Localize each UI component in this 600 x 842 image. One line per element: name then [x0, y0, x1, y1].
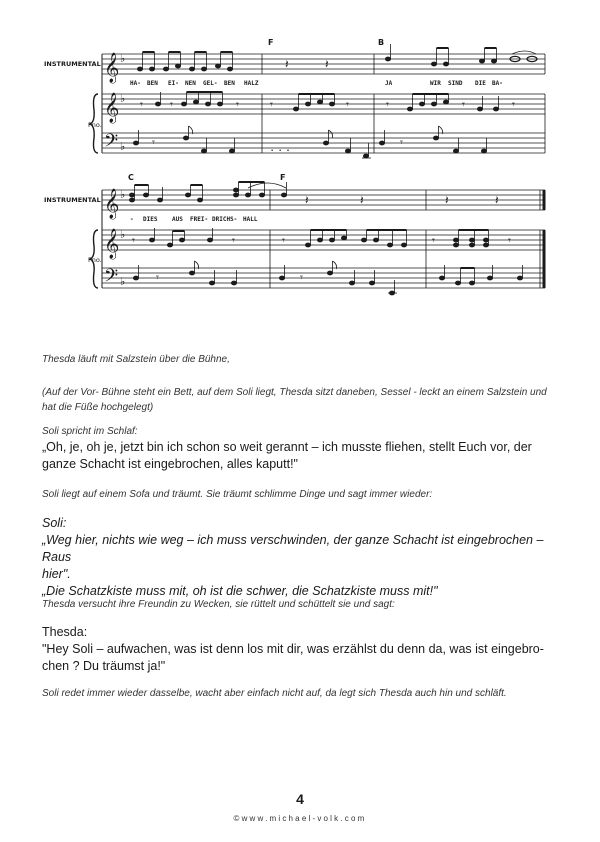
instrument-label-2: INSTRUMENTAL	[44, 196, 101, 204]
lyric-syllable: DIE	[475, 80, 486, 87]
lyric-syllable: AUS	[172, 216, 183, 223]
svg-text:𝄽: 𝄽	[495, 193, 499, 207]
text-line: „Weg hier, nichts wie weg – ich muss verschwinden, der ganze Schacht ist eingebrochen –Raus	[42, 533, 544, 564]
bass-clef-icon: 𝄢	[104, 266, 119, 291]
svg-text:𝄾: 𝄾	[132, 235, 135, 247]
flat-icon: ♭	[120, 141, 126, 153]
svg-text:𝄾: 𝄾	[140, 99, 143, 111]
stage-direction	[42, 385, 562, 415]
svg-text:𝄾: 𝄾	[346, 99, 349, 111]
svg-text:𝄽: 𝄽	[445, 193, 449, 207]
dialogue-soli-sleep	[42, 424, 562, 473]
lyric-syllable: DIES	[143, 216, 158, 223]
svg-text:𝄽: 𝄽	[325, 57, 329, 71]
svg-text:· · ·: · · ·	[270, 142, 291, 157]
lyric-syllable: JA	[385, 80, 393, 87]
lyric-syllable: BA-	[492, 80, 503, 87]
lyrics-row-2	[130, 216, 258, 223]
treble-clef-icon: 𝄞	[104, 229, 120, 259]
text-line: "Hey Soli – aufwachen, was ist denn los mit dir, was erzählst du denn da, was ist eingebro-	[42, 642, 544, 656]
lyric-syllable: HALZ	[244, 80, 259, 87]
svg-text:𝄾: 𝄾	[156, 272, 159, 284]
notes-piano-treble-1	[140, 92, 515, 111]
lyric-syllable: HA-	[130, 80, 141, 87]
dialogue-thesda	[42, 624, 562, 675]
svg-text:𝄾: 𝄾	[170, 99, 173, 111]
lyric-syllable: -	[130, 216, 134, 223]
dialogue-soli	[42, 515, 562, 600]
svg-text:𝄾: 𝄾	[512, 99, 515, 111]
piano-label-2: Pno.	[88, 256, 102, 264]
piano-label-1: Pno.	[88, 121, 102, 129]
lyric-syllable: EI-	[168, 80, 179, 87]
lyric-syllable: WIR	[430, 80, 441, 87]
chord-symbol: C	[128, 173, 134, 182]
svg-text:𝄾: 𝄾	[300, 272, 303, 284]
footer-website: ©www.michael-volk.com	[233, 814, 367, 823]
text-line: ganze Schacht ist eingebrochen, alles kaputt!"	[42, 457, 298, 471]
chord-symbol: F	[268, 38, 274, 47]
text-line: „Oh, je, oh je, jetzt bin ich schon so weit gerannt – ich musste fliehen, stellt Euch vor, der	[42, 440, 532, 454]
svg-text:𝄾: 𝄾	[152, 137, 155, 149]
treble-clef-icon: 𝄞	[104, 189, 120, 219]
text-line: „Die Schatzkiste muss mit, oh ist die schwer, die Schatzkiste muss mit!"	[42, 584, 438, 598]
chord-symbol: F	[280, 173, 286, 182]
lyric-syllable: DRICHS-	[212, 216, 238, 223]
flat-icon: ♭	[120, 229, 126, 241]
svg-text:𝄾: 𝄾	[400, 137, 403, 149]
flat-icon: ♭	[120, 53, 126, 65]
stage-direction: Soli liegt auf einem Sofa und träumt. Sie träumt schlimme Dinge und sagt immer wieder:	[42, 489, 433, 500]
lyrics-row-1	[130, 80, 503, 87]
stage-direction: Thesda versucht ihre Freundin zu Wecken, sie rüttelt und schüttelt sie und sagt:	[42, 599, 395, 610]
stage-direction: Soli redet immer wieder dasselbe, wacht aber einfach nicht auf, da legt sich Thesda auch hin und schläft.	[42, 688, 507, 699]
text-line: (Auf der Vor- Bühne steht ein Bett, auf dem Soli liegt, Thesda sitzt daneben, Sessel - leckt an einem Salzstein und	[42, 387, 547, 398]
svg-text:𝄾: 𝄾	[432, 235, 435, 247]
staff-instrumental-2	[102, 190, 545, 210]
treble-clef-icon: 𝄞	[104, 93, 120, 123]
svg-text:𝄽: 𝄽	[305, 193, 309, 207]
text-line: chen ? Du träumst ja!"	[42, 659, 166, 673]
svg-text:𝄾: 𝄾	[508, 235, 511, 247]
notes-instrumental-1	[137, 44, 537, 71]
music-score	[0, 0, 600, 310]
flat-icon: ♭	[120, 276, 126, 288]
svg-text:𝄾: 𝄾	[386, 99, 389, 111]
flat-icon: ♭	[120, 93, 126, 105]
notes-piano-treble-2	[132, 228, 511, 247]
lyric-syllable: BEN	[147, 80, 158, 87]
treble-clef-icon: 𝄞	[104, 53, 120, 83]
lyric-syllable: HALL	[243, 216, 258, 223]
lyric-syllable: NEN	[185, 80, 196, 87]
lyric-syllable: SIND	[448, 80, 463, 87]
lyric-syllable: BEN	[224, 80, 235, 87]
speaker-label: Soli spricht im Schlaf:	[42, 426, 138, 437]
svg-text:𝄾: 𝄾	[282, 235, 285, 247]
bass-clef-icon: 𝄢	[104, 131, 119, 156]
lyric-syllable: FREI-	[190, 216, 209, 223]
speaker-label: Thesda:	[42, 625, 88, 639]
stage-direction: Thesda läuft mit Salzstein über die Bühne,	[42, 354, 230, 365]
svg-text:𝄾: 𝄾	[236, 99, 239, 111]
flat-icon: ♭	[120, 189, 126, 201]
page-number: 4	[296, 791, 304, 807]
speaker-label: Soli:	[42, 516, 67, 530]
svg-text:𝄽: 𝄽	[285, 57, 289, 71]
notes-instrumental-2	[129, 182, 499, 207]
chord-symbol: B	[378, 38, 385, 47]
text-line: hier".	[42, 567, 71, 581]
text-line: hat die Füße hochgelegt)	[42, 402, 154, 413]
staff-piano-bass-2	[102, 268, 545, 288]
instrument-label-1: INSTRUMENTAL	[44, 60, 101, 68]
svg-text:𝄽: 𝄽	[360, 193, 364, 207]
svg-text:𝄾: 𝄾	[462, 99, 465, 111]
svg-text:𝄾: 𝄾	[232, 235, 235, 247]
lyric-syllable: GEL-	[203, 80, 218, 87]
svg-text:𝄾: 𝄾	[270, 99, 273, 111]
